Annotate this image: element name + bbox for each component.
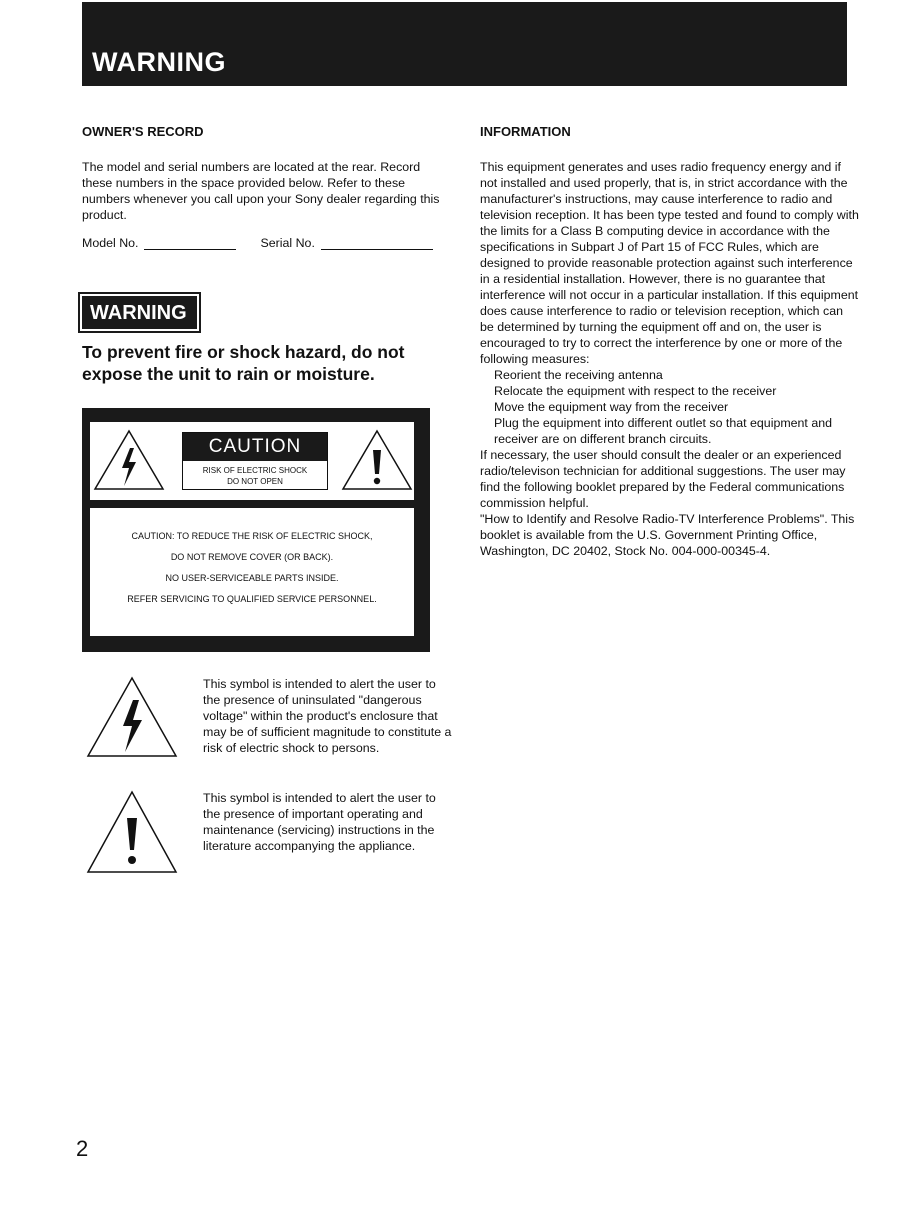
caution-notice [90,508,414,636]
information-body-3: "How to Identify and Resolve Radio-TV Interference Problems". This booklet is available from the U.S. Government Printing Office, Washington, DC 20402, Stock No. 004-000-00345-4. [480,512,855,558]
model-number-field[interactable] [144,235,236,250]
caution-notice-line: DO NOT REMOVE COVER (OR BACK). [170,552,334,562]
owners-record-heading: OWNER'S RECORD [82,124,204,139]
caution-label-top [90,422,414,500]
model-label: Model No. [82,236,139,250]
exclamation-warning-icon [86,790,178,874]
right-column [480,120,860,559]
list-item: Relocate the equipment with respect to the receiver [494,384,777,398]
caution-notice-line: NO USER-SERVICEABLE PARTS INSIDE. [165,573,339,583]
serial-number-field[interactable] [321,235,433,250]
caution-notice-line: REFER SERVICING TO QUALIFIED SERVICE PERSONNEL. [127,594,377,604]
serial-label: Serial No. [260,236,315,250]
warning-badge: WARNING [82,296,197,329]
left-column [82,120,452,385]
warning-statement: To prevent fire or shock hazard, do not expose the unit to rain or moisture. [82,342,405,384]
caution-line-1: RISK OF ELECTRIC SHOCK [202,466,308,475]
information-body-2: If necessary, the user should consult the dealer or an experienced radio/televison technician for additional suggestions. The user may find the following booklet prepared by the Federal communications commission helpful. [480,448,846,510]
information-heading: INFORMATION [480,124,571,139]
list-item: Reorient the receiving antenna [494,368,663,382]
list-item: Move the equipment way from the receiver [494,400,729,414]
record-fields [82,235,452,250]
caution-title: CAUTION [183,433,327,461]
owners-record-body: The model and serial numbers are located at the rear. Record these numbers in the space provided below. Refer to these numbers whenever you call upon your Sony dealer regarding this product. [82,160,440,222]
page-number: 2 [76,1136,89,1161]
symbol-description: This symbol is intended to alert the user to the presence of uninsulated "dangerous voltage" within the product's enclosure that may be of sufficient magnitude to constitute a risk of electric shock to persons. [203,677,452,755]
list-item: Plug the equipment into different outlet so that equipment and receiver are on different branch circuits. [494,416,832,446]
lightning-warning-icon [92,428,166,492]
symbol-description: This symbol is intended to alert the user to the presence of important operating and maintenance (servicing) instructions in the literature accompanying the appliance. [203,791,436,853]
caution-plate [182,432,328,490]
information-body: This equipment generates and uses radio frequency energy and if not installed and used properly, that is, in strict accordance with the manufacturer's instructions, may cause interference to radio and television reception. It has been type tested and found to comply with the limits for a Class B computing device in accordance with the specifications in Subpart J of Part 15 of FCC Rules, which are designed to provide reasonable protection against such interference in a residential installation. However, there is no guarantee that interference will not occur in a particular installation. If this equipment does cause interference to radio or television reception, which can be determined by turning the equipment off and on, the user is encouraged to try to correct the interference by one or more of the following measures: [480,160,859,366]
caution-label [82,408,430,652]
exclamation-warning-icon [340,428,414,492]
lightning-warning-icon [86,676,178,758]
measures-list [480,367,860,447]
header-bar [82,2,847,86]
caution-line-2: DO NOT OPEN [227,477,283,486]
caution-notice-line: CAUTION: TO REDUCE THE RISK OF ELECTRIC SHOCK, [131,531,373,541]
page-title: WARNING [92,47,226,77]
